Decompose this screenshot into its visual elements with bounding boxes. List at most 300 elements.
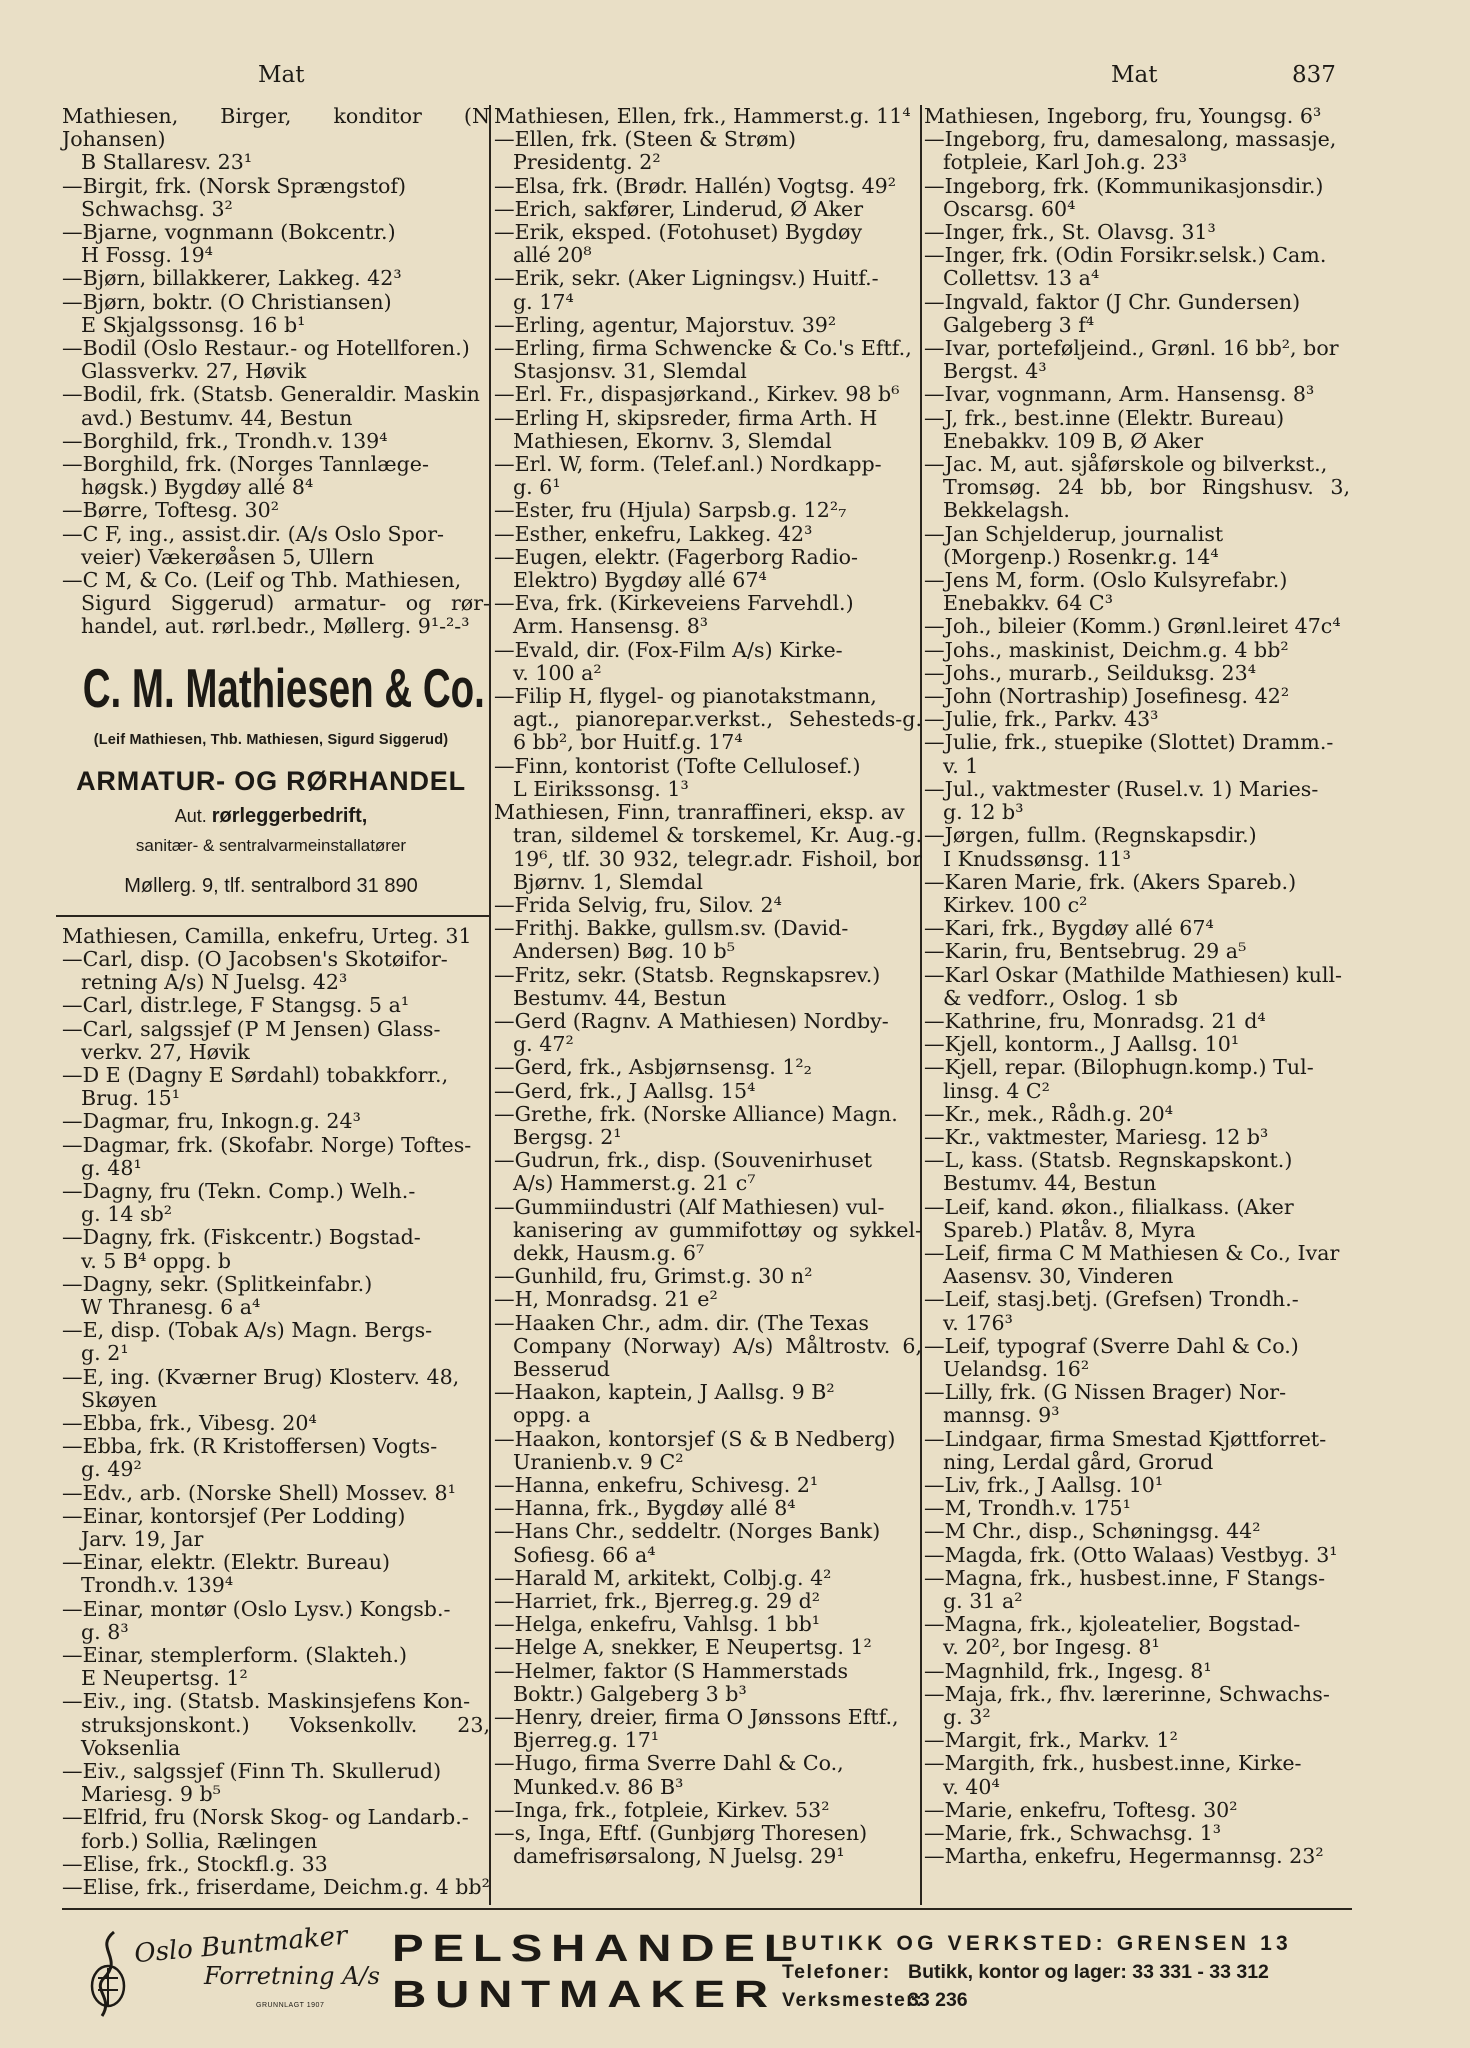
directory-entry bbox=[62, 383, 490, 429]
directory-entry bbox=[494, 1520, 922, 1566]
ad-line-1-pre: Aut. bbox=[174, 806, 212, 827]
entry-continuation: Uranienb.v. 9 C² bbox=[513, 1449, 684, 1474]
entry-continuation: kanisering av gummifottøy og sykkel-dekk, Hausm.g. 6⁷ bbox=[513, 1217, 922, 1265]
directory-entry bbox=[924, 1056, 1350, 1102]
entry-first-line: —Birgit, frk. (Norsk Sprængstof) bbox=[62, 173, 407, 198]
directory-entry bbox=[924, 964, 1350, 1010]
entry-first-line: Mathiesen, Ellen, frk., Hammerst.g. 11⁴ bbox=[494, 104, 911, 128]
entry-first-line: —Jens M, form. (Oslo Kulsyrefabr.) bbox=[924, 568, 1288, 593]
entry-first-line: —Jørgen, fullm. (Regnskapsdir.) bbox=[924, 823, 1257, 848]
directory-entry bbox=[924, 1126, 1350, 1149]
directory-entry bbox=[924, 1381, 1350, 1427]
directory-entry bbox=[924, 731, 1350, 777]
entry-first-line: —Magda, frk. (Otto Walaas) Vestbyg. 3¹ bbox=[924, 1542, 1338, 1567]
directory-entry bbox=[494, 1474, 922, 1497]
directory-entry bbox=[62, 1110, 490, 1133]
directory-entry bbox=[494, 128, 922, 174]
entry-first-line: —Lilly, frk. (G Nissen Brager) Nor- bbox=[924, 1380, 1287, 1405]
crest-icon bbox=[84, 1928, 134, 2020]
entry-first-line: —Gerd (Ragnv. A Mathiesen) Nordby- bbox=[494, 1008, 889, 1033]
directory-entry bbox=[924, 291, 1350, 337]
entry-first-line: —Erich, sakfører, Linderud, Ø Aker bbox=[494, 196, 864, 221]
directory-entry bbox=[924, 221, 1350, 244]
entry-continuation: & vedforr., Oslog. 1 sb bbox=[943, 985, 1179, 1010]
directory-entry bbox=[494, 685, 922, 755]
entry-first-line: —Elsa, frk. (Brødr. Hallén) Vogtsg. 49² bbox=[494, 173, 897, 198]
directory-entry bbox=[494, 546, 922, 592]
directory-entry bbox=[62, 1876, 490, 1899]
entry-first-line: —Bodil (Oslo Restaur.- og Hotellforen.) bbox=[62, 336, 470, 361]
entry-first-line: —Helmer, faktor (S Hammerstads bbox=[494, 1658, 849, 1683]
directory-entry bbox=[494, 1056, 922, 1079]
directory-entry bbox=[62, 291, 490, 337]
directory-entry bbox=[62, 1482, 490, 1505]
entry-continuation: Bergsg. 2¹ bbox=[513, 1124, 622, 1149]
entry-continuation: forb.) Sollia, Rælingen bbox=[81, 1828, 318, 1853]
entry-first-line: —Carl, distr.lege, F Stangsg. 5 a¹ bbox=[62, 993, 410, 1018]
entry-first-line: —Borghild, frk., Trondh.v. 139⁴ bbox=[62, 428, 388, 453]
directory-entry bbox=[924, 778, 1350, 824]
entry-continuation: Andersen) Bøg. 10 b⁵ bbox=[513, 939, 735, 964]
entry-first-line: —Julie, frk., stuepike (Slottet) Dramm.- bbox=[924, 730, 1334, 755]
entry-first-line: —Eiv., salgssjef (Finn Th. Skullerud) bbox=[62, 1759, 442, 1783]
entry-continuation: avd.) Bestumv. 44, Bestun bbox=[81, 405, 353, 430]
entry-continuation: Bjerreg.g. 17¹ bbox=[513, 1728, 660, 1753]
entry-continuation: Skøyen bbox=[81, 1387, 158, 1412]
entry-continuation: tran, sildemel & torskemel, Kr. Aug.-g. 19⁶, tlf. 30 932, telegr.adr. Fishoil, bor Bjørnv. 1, Slemdal bbox=[513, 823, 922, 894]
entry-continuation: Mathiesen, Ekornv. 3, Slemdal bbox=[513, 428, 832, 453]
verk-value: 33 236 bbox=[908, 1989, 968, 2011]
entry-continuation: Collettsv. 13 a⁴ bbox=[943, 266, 1100, 291]
entry-first-line: —Joh., bileier (Komm.) Grønl.leiret 47c⁴ bbox=[924, 614, 1341, 639]
entry-first-line: —Einar, stemplerform. (Slakteh.) bbox=[62, 1642, 408, 1667]
entry-first-line: —Evald, dir. (Fox-Film A/s) Kirke- bbox=[494, 637, 843, 662]
entry-first-line: —Johs., murarb., Seilduksg. 23⁴ bbox=[924, 660, 1256, 685]
workshop-line bbox=[782, 1986, 1292, 2014]
entry-first-line: —Leif, kand. økon., filialkass. (Aker bbox=[924, 1194, 1294, 1219]
entry-first-line: —Dagmar, frk. (Skofabr. Norge) Toftes- bbox=[62, 1132, 472, 1157]
telephones-line bbox=[782, 1958, 1292, 1986]
entry-first-line: —Johs., maskinist, Deichm.g. 4 bb² bbox=[924, 637, 1289, 662]
directory-entry bbox=[494, 1590, 922, 1613]
entry-first-line: —Haakon, kaptein, J Aallsg. 9 B² bbox=[494, 1380, 835, 1405]
entry-first-line: —Hanna, enkefru, Schivesg. 2¹ bbox=[494, 1472, 819, 1497]
entry-continuation: ning, Lerdal gård, Grorud bbox=[943, 1449, 1214, 1474]
directory-entry bbox=[494, 1799, 922, 1822]
directory-entry bbox=[62, 1134, 490, 1180]
entry-first-line: —Finn, kontorist (Tofte Cellulosef.) bbox=[494, 753, 861, 778]
directory-entry bbox=[62, 1806, 490, 1852]
entry-first-line: —Jac. M, aut. sjåførskole og bilverkst., bbox=[924, 452, 1328, 477]
directory-entry bbox=[494, 1613, 922, 1636]
entry-first-line: —Hugo, firma Sverre Dahl & Co., bbox=[494, 1751, 844, 1776]
entry-first-line: —Henry, dreier, firma O Jønssons Eftf., bbox=[494, 1705, 899, 1730]
entry-first-line: Mathiesen, Ingeborg, fru, Youngsg. 6³ bbox=[924, 104, 1322, 128]
entry-continuation: Bestumv. 44, Bestun bbox=[943, 1171, 1157, 1196]
entry-first-line: —Haaken Chr., adm. dir. (The Texas bbox=[494, 1310, 869, 1335]
entry-first-line: —Gerd, frk., J Aallsg. 15⁴ bbox=[494, 1078, 756, 1103]
entry-first-line: —Martha, enkefru, Hegermannsg. 23² bbox=[924, 1844, 1324, 1869]
entry-first-line: —Lindgaar, firma Smestad Kjøttforret- bbox=[924, 1426, 1327, 1451]
directory-entry bbox=[62, 267, 490, 290]
entry-continuation: v. 100 a² bbox=[513, 660, 602, 685]
directory-entry bbox=[924, 824, 1350, 870]
entry-first-line: —Elfrid, fru (Norsk Skog- og Landarb.- bbox=[62, 1805, 469, 1830]
entry-first-line: —Margith, frk., husbest.inne, Kirke- bbox=[924, 1751, 1302, 1776]
entry-continuation: Uelandsg. 16² bbox=[943, 1356, 1090, 1381]
directory-entry bbox=[924, 1520, 1350, 1543]
entry-first-line: —Borghild, frk. (Norges Tannlæge- bbox=[62, 452, 429, 477]
directory-entry bbox=[494, 1265, 922, 1288]
entry-continuation: B Stallaresv. 23¹ bbox=[81, 150, 253, 175]
tel-label: Telefoner: bbox=[782, 1961, 891, 1983]
entry-first-line: —H, Monradsg. 21 e² bbox=[494, 1287, 718, 1312]
entry-first-line: —C F, ing., assist.dir. (A/s Oslo Spor- bbox=[62, 521, 445, 546]
entry-first-line: Mathiesen, Finn, tranraffineri, eksp. av bbox=[494, 800, 905, 825]
entry-first-line: —Liv, frk., J Aallsg. 10¹ bbox=[924, 1472, 1164, 1497]
entry-first-line: —Dagny, frk. (Fiskcentr.) Bogstad- bbox=[62, 1225, 421, 1250]
directory-entry bbox=[494, 1706, 922, 1752]
directory-entry bbox=[494, 198, 922, 221]
directory-entry bbox=[924, 1428, 1350, 1474]
entry-continuation: v. 5 B⁴ oppg. b bbox=[81, 1248, 232, 1273]
entry-first-line: Mathiesen, Camilla, enkefru, Urteg. 31 bbox=[62, 923, 472, 948]
entry-first-line: —Bjørn, billakkerer, Lakkeg. 42³ bbox=[62, 266, 402, 291]
directory-entry bbox=[924, 1567, 1350, 1613]
directory-entry bbox=[494, 917, 922, 963]
entry-continuation: Tromsøg. 24 bb, bor Ringshusv. 3, Bekkelagsh. bbox=[943, 475, 1350, 523]
directory-entry bbox=[62, 948, 490, 994]
entry-continuation: g. 31 a² bbox=[943, 1589, 1023, 1613]
entry-continuation: Company (Norway) A/s) Måltrostv. 6, Besserud bbox=[513, 1333, 922, 1381]
directory-entry bbox=[924, 1103, 1350, 1126]
entry-first-line: —Ingeborg, fru, damesalong, massasje, bbox=[924, 127, 1337, 152]
directory-entry bbox=[494, 1752, 922, 1798]
entry-first-line: —Esther, enkefru, Lakkeg. 42³ bbox=[494, 521, 813, 546]
entry-continuation: Elektro) Bygdøy allé 67⁴ bbox=[513, 568, 767, 593]
entry-continuation: retning A/s) N Juelsg. 42³ bbox=[81, 970, 348, 995]
directory-entry bbox=[62, 569, 490, 639]
entry-first-line: —Eugen, elektr. (Fagerborg Radio- bbox=[494, 544, 858, 569]
directory-entry bbox=[62, 1644, 490, 1690]
directory-entry bbox=[924, 244, 1350, 290]
entry-first-line: —Haakon, kontorsjef (S & B Nedberg) bbox=[494, 1426, 896, 1451]
logo-text-2: Forretning A/s bbox=[204, 1962, 380, 1990]
directory-entry bbox=[924, 940, 1350, 963]
directory-entry bbox=[62, 1319, 490, 1365]
entry-continuation: Bergst. 4³ bbox=[943, 359, 1047, 384]
verk-label: Verksmester: bbox=[782, 1989, 924, 2011]
ad-line-2: sanitær- & sentralvarmeinstallatører bbox=[135, 836, 407, 856]
directory-entry bbox=[924, 871, 1350, 917]
directory-entry bbox=[924, 708, 1350, 731]
entry-first-line: —Frithj. Bakke, gullsm.sv. (David- bbox=[494, 916, 849, 941]
directory-entry bbox=[494, 1103, 922, 1149]
directory-entry bbox=[494, 105, 922, 128]
entry-first-line: —Bjarne, vognmann (Bokcentr.) bbox=[62, 220, 396, 245]
entry-continuation: struksjonskont.) Voksenkollv. 23, Voksenlia bbox=[81, 1712, 490, 1760]
logo-text-1: Oslo Buntmaker bbox=[133, 1920, 349, 1970]
entry-first-line: —Kr., mek., Rådh.g. 20⁴ bbox=[924, 1101, 1174, 1126]
directory-entry bbox=[924, 1242, 1350, 1288]
directory-entry bbox=[62, 1273, 490, 1319]
entry-continuation: g. 3² bbox=[943, 1705, 991, 1730]
footer-advertisement bbox=[62, 1908, 1352, 2025]
directory-entry bbox=[924, 1822, 1350, 1845]
directory-entry bbox=[62, 994, 490, 1017]
directory-entry bbox=[494, 314, 922, 337]
directory-entry bbox=[494, 1149, 922, 1195]
entry-continuation: g. 48¹ bbox=[81, 1155, 142, 1180]
entry-first-line: —M Chr., disp., Schøningsg. 44² bbox=[924, 1519, 1261, 1544]
entry-first-line: —L, kass. (Statsb. Regnskapskont.) bbox=[924, 1148, 1293, 1173]
column-1 bbox=[62, 105, 490, 1899]
entry-first-line: —Hanna, frk., Bygdøy allé 8⁴ bbox=[494, 1496, 796, 1521]
header-left-word: Mat bbox=[258, 62, 305, 88]
entry-first-line: —John (Nortraship) Josefinesg. 42² bbox=[924, 684, 1290, 709]
directory-entry bbox=[924, 1149, 1350, 1195]
page-number: 837 bbox=[1292, 62, 1336, 88]
entry-continuation: Munked.v. 86 B³ bbox=[513, 1774, 684, 1799]
entry-first-line: —Gummiindustri (Alf Mathiesen) vul- bbox=[494, 1194, 885, 1219]
entry-first-line: —Marie, enkefru, Toftesg. 30² bbox=[924, 1797, 1238, 1822]
entry-first-line: —Erik, eksped. (Fotohuset) Bygdøy bbox=[494, 220, 863, 245]
ad-line-1-bold: rørleggerbedrift, bbox=[211, 805, 368, 828]
directory-entry bbox=[62, 1366, 490, 1412]
directory-entry bbox=[924, 383, 1350, 406]
entry-first-line: —Leif, stasj.betj. (Grefsen) Trondh.- bbox=[924, 1287, 1299, 1312]
directory-entry bbox=[62, 1551, 490, 1597]
directory-entry bbox=[924, 1010, 1350, 1033]
entry-first-line: —Erl. Fr., dispasjørkand., Kirkev. 98 b⁶ bbox=[494, 382, 900, 407]
entry-first-line: —Eiv., ing. (Statsb. Maskinsjefens Kon- bbox=[62, 1689, 471, 1714]
directory-entry bbox=[62, 499, 490, 522]
directory-entry bbox=[494, 175, 922, 198]
directory-entry bbox=[924, 615, 1350, 638]
directory-entry bbox=[924, 1033, 1350, 1056]
column-3 bbox=[924, 105, 1350, 1868]
entry-first-line: —Gunhild, fru, Grimst.g. 30 n² bbox=[494, 1264, 813, 1289]
entry-continuation: Aasensv. 30, Vinderen bbox=[943, 1264, 1174, 1289]
entry-first-line: —Ellen, frk. (Steen & Strøm) bbox=[494, 127, 797, 152]
directory-entry bbox=[924, 1729, 1350, 1752]
directory-entry bbox=[494, 337, 922, 383]
entry-continuation: Galgeberg 3 f⁴ bbox=[943, 312, 1095, 337]
directory-entry bbox=[62, 105, 490, 175]
directory-entry bbox=[494, 894, 922, 917]
entry-continuation: g. 6¹ bbox=[513, 475, 561, 500]
directory-entry bbox=[924, 453, 1350, 523]
entry-continuation: A/s) Hammerst.g. 21 c⁷ bbox=[513, 1171, 756, 1196]
entry-first-line: —Margit, frk., Markv. 1² bbox=[924, 1728, 1178, 1753]
directory-entry bbox=[62, 175, 490, 221]
entry-first-line: —Kr., vaktmester, Mariesg. 12 b³ bbox=[924, 1124, 1269, 1149]
ad-trade: ARMATUR- OG RØRHANDEL bbox=[76, 765, 466, 796]
entry-first-line: —Einar, elektr. (Elektr. Bureau) bbox=[62, 1550, 391, 1575]
directory-entry bbox=[494, 1497, 922, 1520]
entry-first-line: —Kari, frk., Bygdøy allé 67⁴ bbox=[924, 916, 1214, 941]
header-right-word: Mat bbox=[1111, 62, 1158, 88]
entry-continuation: allé 20⁸ bbox=[513, 243, 592, 268]
directory-entry bbox=[494, 1567, 922, 1590]
entry-first-line: —C M, & Co. (Leif og Thb. Mathiesen, bbox=[62, 568, 462, 593]
directory-entry bbox=[924, 1660, 1350, 1683]
entry-continuation: Kirkev. 100 c² bbox=[943, 892, 1088, 917]
entry-first-line: —Dagny, sekr. (Splitkeinfabr.) bbox=[62, 1271, 373, 1296]
ad-owners: (Leif Mathiesen, Thb. Mathiesen, Sigurd Siggerud) bbox=[93, 731, 449, 748]
entry-first-line: —E, disp. (Tobak A/s) Magn. Bergs- bbox=[62, 1318, 433, 1343]
entry-first-line: —Magnhild, frk., Ingesg. 8¹ bbox=[924, 1658, 1212, 1683]
entry-first-line: —Børre, Toftesg. 30² bbox=[62, 498, 280, 523]
entry-first-line: —Inga, frk., fotpleie, Kirkev. 53² bbox=[494, 1797, 830, 1822]
directory-entry bbox=[924, 639, 1350, 662]
directory-entry bbox=[924, 1497, 1350, 1520]
directory-entry bbox=[62, 221, 490, 267]
ad-divider bbox=[56, 915, 490, 917]
entry-first-line: —Ivar, porteføljeind., Grønl. 16 bb², bor bbox=[924, 336, 1339, 361]
entry-first-line: —Fritz, sekr. (Statsb. Regnskapsrev.) bbox=[494, 962, 881, 987]
ad-address: Møllerg. 9, tlf. sentralbord 31 890 bbox=[124, 875, 418, 898]
entry-first-line: —s, Inga, Eftf. (Gunbjørg Thoresen) bbox=[494, 1821, 868, 1846]
entry-continuation: fotpleie, Karl Joh.g. 23³ bbox=[943, 150, 1187, 175]
entry-first-line: —E, ing. (Kværner Brug) Klosterv. 48, bbox=[62, 1364, 460, 1389]
directory-entry bbox=[494, 523, 922, 546]
entry-first-line: —Ingeborg, frk. (Kommunikasjonsdir.) bbox=[924, 173, 1324, 198]
directory-entry bbox=[924, 105, 1350, 128]
entry-continuation: L Eirikssonsg. 1³ bbox=[513, 776, 689, 801]
shop-info bbox=[782, 1930, 1292, 2014]
footer-headline bbox=[392, 1926, 801, 2018]
entry-continuation: Sofiesg. 66 a⁴ bbox=[513, 1542, 656, 1567]
directory-entry bbox=[62, 523, 490, 569]
directory-entry bbox=[62, 1064, 490, 1110]
entry-first-line: —Bodil, frk. (Statsb. Generaldir. Maskin bbox=[62, 382, 480, 407]
entry-first-line: —Jul., vaktmester (Rusel.v. 1) Maries- bbox=[924, 776, 1319, 801]
shop-title: BUTIKK OG VERKSTED: GRENSEN 13 bbox=[782, 1932, 1292, 1955]
directory-entry bbox=[924, 662, 1350, 685]
directory-entry bbox=[494, 1822, 922, 1868]
directory-entry bbox=[924, 1613, 1350, 1659]
entry-continuation: Schwachsg. 3² bbox=[81, 196, 233, 221]
entry-first-line: —D E (Dagny E Sørdahl) tobakkforr., bbox=[62, 1062, 449, 1087]
directory-entry bbox=[494, 1660, 922, 1706]
entry-first-line: —Leif, typograf (Sverre Dahl & Co.) bbox=[924, 1333, 1299, 1358]
directory-entry bbox=[494, 499, 922, 522]
entry-continuation: Mariesg. 9 b⁵ bbox=[81, 1782, 221, 1807]
entry-continuation: Trondh.v. 139⁴ bbox=[81, 1573, 234, 1598]
entry-first-line: —Kjell, repar. (Bilophugn.komp.) Tul- bbox=[924, 1055, 1314, 1080]
directory-entry bbox=[924, 917, 1350, 940]
entry-first-line: —Elise, frk., Stockfl.g. 33 bbox=[62, 1851, 328, 1876]
entry-continuation: mannsg. 9³ bbox=[943, 1403, 1060, 1428]
entry-first-line: —Karin, fru, Bentsebrug. 29 a⁵ bbox=[924, 939, 1247, 964]
entry-first-line: —Gudrun, frk., disp. (Souvenirhuset bbox=[494, 1148, 873, 1173]
entry-first-line: —Ebba, frk., Vibesg. 20⁴ bbox=[62, 1410, 317, 1435]
entry-first-line: —Dagny, fru (Tekn. Comp.) Welh.- bbox=[62, 1178, 416, 1203]
entry-first-line: —Ebba, frk. (R Kristoffersen) Vogts- bbox=[62, 1434, 438, 1459]
entry-first-line: —Erling, agentur, Majorstuv. 39² bbox=[494, 312, 837, 337]
entry-first-line: —J, frk., best.inne (Elektr. Bureau) bbox=[924, 405, 1285, 430]
entry-first-line: —Hans Chr., seddeltr. (Norges Bank) bbox=[494, 1519, 881, 1544]
logo-small-text: GRUNNLAGT 1907 bbox=[256, 2002, 325, 2009]
entry-first-line: —Helge A, snekker, E Neupertsg. 1² bbox=[494, 1635, 872, 1660]
pelshandel-text: PELSHANDEL bbox=[392, 1928, 802, 1970]
entry-first-line: —Dagmar, fru, Inkogn.g. 24³ bbox=[62, 1109, 361, 1134]
entry-continuation: g. 49² bbox=[81, 1457, 142, 1482]
entry-first-line: —Bjørn, boktr. (O Christiansen) bbox=[62, 289, 392, 314]
entry-continuation: E Neupertsg. 1² bbox=[81, 1666, 248, 1691]
directory-entry bbox=[62, 1435, 490, 1481]
entry-first-line: —Julie, frk., Parkv. 43³ bbox=[924, 707, 1159, 732]
tel-value: Butikk, kontor og lager: 33 331 - 33 312 bbox=[908, 1961, 1269, 1983]
directory-entry bbox=[924, 1196, 1350, 1242]
directory-entry bbox=[62, 1760, 490, 1806]
directory-entry bbox=[494, 964, 922, 1010]
directory-entry bbox=[494, 383, 922, 406]
entry-continuation: damefrisørsalong, N Juelsg. 29¹ bbox=[513, 1844, 845, 1869]
directory-entry bbox=[924, 523, 1350, 569]
entry-first-line: —Jan Schjelderup, journalist bbox=[924, 521, 1224, 546]
entry-continuation: g. 47² bbox=[513, 1032, 574, 1057]
page-header bbox=[0, 58, 1470, 94]
directory-entry bbox=[494, 801, 922, 894]
entry-first-line: —Ester, fru (Hjula) Sarpsb.g. 12²₇ bbox=[494, 498, 847, 523]
entry-first-line: —Erik, sekr. (Aker Ligningsv.) Huitf.- bbox=[494, 266, 879, 291]
entry-continuation: veier) Vækerøåsen 5, Ullern bbox=[81, 544, 375, 569]
entry-first-line: —Carl, disp. (O Jacobsen's Skotøifor- bbox=[62, 946, 448, 971]
entry-continuation: Glassverkv. 27, Høvik bbox=[81, 359, 307, 384]
entry-first-line: —Edv., arb. (Norske Shell) Mossev. 8¹ bbox=[62, 1480, 456, 1505]
entry-first-line: —Magna, frk., husbest.inne, F Stangs- bbox=[924, 1565, 1326, 1590]
entry-first-line: —Inger, frk., St. Olavsg. 31³ bbox=[924, 220, 1216, 245]
directory-entry bbox=[62, 430, 490, 453]
entry-continuation: E Skjalgssonsg. 16 b¹ bbox=[81, 312, 306, 337]
entry-continuation: Oscarsg. 60⁴ bbox=[943, 196, 1076, 221]
entry-first-line: —Leif, firma C M Mathiesen & Co., Ivar bbox=[924, 1240, 1340, 1265]
entry-first-line: —M, Trondh.v. 175¹ bbox=[924, 1496, 1131, 1521]
entry-first-line: —Frida Selvig, fru, Silov. 2⁴ bbox=[494, 892, 782, 917]
directory-entry bbox=[924, 1335, 1350, 1381]
directory-entry bbox=[494, 1196, 922, 1266]
entry-continuation: Enebakkv. 109 B, Ø Aker bbox=[943, 428, 1204, 453]
directory-entry bbox=[62, 1412, 490, 1435]
entry-first-line: —Harald M, arkitekt, Colbj.g. 4² bbox=[494, 1565, 832, 1590]
entry-first-line: —Harriet, frk., Bjerreg.g. 29 d² bbox=[494, 1589, 821, 1613]
entry-continuation: v. 40⁴ bbox=[943, 1774, 1000, 1799]
advertisement-mathiesen bbox=[62, 653, 490, 899]
entry-first-line: —Maja, frk., fhv. lærerinne, Schwachs- bbox=[924, 1681, 1330, 1706]
column-2 bbox=[494, 105, 922, 1868]
directory-entry bbox=[924, 569, 1350, 615]
entry-continuation: g. 17⁴ bbox=[513, 289, 574, 314]
entry-continuation: I Knudssønsg. 11³ bbox=[943, 846, 1131, 871]
entry-continuation: Stasjonsv. 31, Slemdal bbox=[513, 359, 747, 384]
entry-first-line: —Marie, frk., Schwachsg. 1³ bbox=[924, 1821, 1222, 1846]
entry-first-line: —Kjell, kontorm., J Aallsg. 10¹ bbox=[924, 1032, 1240, 1057]
entry-continuation: W Thranesg. 6 a⁴ bbox=[81, 1294, 261, 1319]
entry-first-line: —Einar, montør (Oslo Lysv.) Kongsb.- bbox=[62, 1596, 451, 1621]
entry-continuation: H Fossg. 19⁴ bbox=[81, 243, 213, 268]
oslo-buntmaker-logo bbox=[84, 1920, 384, 2020]
directory-entry bbox=[62, 1018, 490, 1064]
directory-entry bbox=[494, 221, 922, 267]
entry-continuation: Sigurd Siggerud) armatur- og rør-handel, aut. rørl.bedr., Møllerg. 9¹-²-³ bbox=[81, 591, 490, 639]
directory-entry bbox=[494, 639, 922, 685]
directory-entry bbox=[494, 592, 922, 638]
entry-first-line: —Kathrine, fru, Monradsg. 21 d⁴ bbox=[924, 1008, 1266, 1033]
directory-entry bbox=[924, 1683, 1350, 1729]
entry-continuation: høgsk.) Bygdøy allé 8⁴ bbox=[81, 475, 314, 500]
